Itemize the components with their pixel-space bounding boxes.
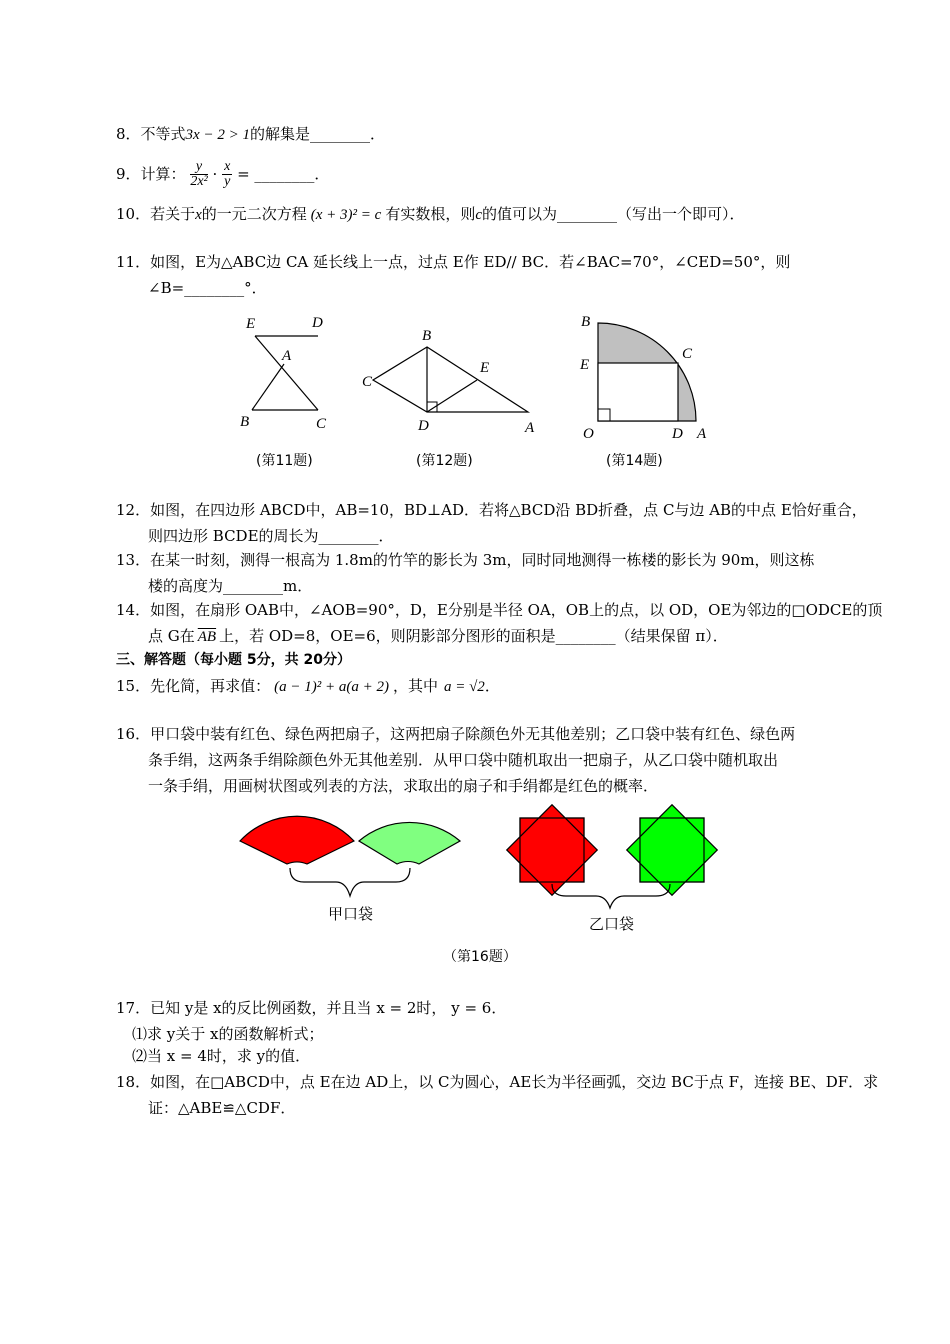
section-3-heading: 三、解答题（每小题 5分，共 20分） [116, 652, 351, 668]
fig11-label-a: A [282, 348, 292, 364]
question-14-line2: 点 G在 $\overline{AB}$ 上，若 OD=8，OE=6，则阴影部分图形的面积是________（结果保留 π）． [148, 627, 728, 645]
fig12-label-c: C [362, 374, 373, 390]
fig16-caption: （第16题） [443, 949, 517, 965]
question-18-line1: 18．如图，在□ABCD中，点 E在边 AD上，以 C为圆心，AE长为半径画弧，交边 BC于点 F，连接 BE、DF．求 [116, 1073, 879, 1091]
fig12-label-d: D [418, 418, 429, 434]
red-fan [240, 816, 354, 864]
question-10: 10．若关于x的一元二次方程 (x + 3)² = c 有实数根，则c的值可以为________（写出一个即可）． [116, 205, 745, 223]
condition: a = √2 [443, 679, 485, 695]
bag-a-label: 甲口袋 [328, 905, 374, 923]
fig12-caption: (第12题) [416, 453, 473, 469]
fig11-label-d: D [312, 315, 323, 331]
fig12-label-a: A [525, 420, 535, 436]
question-14-line1: 14．如图，在扇形 OAB中，∠AOB=90°，D，E分别是半径 OA，OB上的点，以 OD，OE为邻边的□ODCE的顶 [116, 601, 883, 619]
question-16-line3: 一条手绢，用画树状图或列表的方法，求取出的扇子和手绢都是红色的概率． [148, 777, 659, 795]
bag-b-label: 乙口袋 [589, 915, 635, 933]
arc-ab: $\overline{AB}$ [197, 629, 217, 645]
fig14-label-a: A [697, 426, 707, 442]
question-17-sub1: ⑴求 y关于 x的函数解析式； [132, 1025, 324, 1043]
fig11-caption: (第11题) [256, 453, 313, 469]
question-15: 15．先化简，再求值： (a − 1)² + a(a + 2) ，其中 a = √2． [116, 677, 500, 695]
question-12-line1: 12．如图，在四边形 ABCD中，AB=10，BD⊥AD．若将△BCD沿 BD折叠，点 C与边 AB的中点 E恰好重合， [116, 501, 867, 519]
question-11-line2: ∠B=________°． [148, 279, 267, 297]
fig14-label-e: E [580, 357, 590, 373]
fraction-2: $\frac{x}{y}$ [224, 158, 231, 189]
equation: (x + 3)² = c [310, 207, 382, 223]
fig14-label-o: O [583, 426, 594, 442]
inequality: 3x − 2 > 1 [185, 127, 250, 143]
question-17-sub2: ⑵当 x = 4时，求 y的值． [132, 1047, 311, 1065]
fig12-label-e: E [480, 360, 490, 376]
fig11-label-e: E [246, 316, 256, 332]
fig14-caption: (第14题) [606, 453, 663, 469]
fig12-label-b: B [422, 328, 432, 344]
fig11-label-b: B [240, 414, 250, 430]
fig14-label-c: C [682, 346, 693, 362]
question-16-line2: 条手绢，这两条手绢除颜色外无其他差别．从甲口袋中随机取出一把扇子，从乙口袋中随机取出 [148, 751, 779, 769]
green-fan [359, 822, 460, 864]
question-17-line1: 17．已知 y是 x的反比例函数，并且当 x = 2时， y = 6． [116, 999, 507, 1017]
question-18-line2: 证：△ABE≌△CDF． [148, 1099, 296, 1117]
question-11-line1: 11．如图，E为△ABC边 CA 延长线上一点，过点 E作 ED// BC．若∠BAC=70°，∠CED=50°，则 [116, 253, 791, 271]
question-12-line2: 则四边形 BCDE的周长为________． [148, 527, 394, 545]
fig14-label-d: D [672, 426, 683, 442]
fraction-1: $\frac{y}{\text{2x²}}$ [190, 158, 208, 189]
expression: (a − 1)² + a(a + 2) [274, 679, 389, 695]
question-16-line1: 16．甲口袋中装有红色、绿色两把扇子，这两把扇子除颜色外无其他差别；乙口袋中装有红色、绿色两 [116, 725, 796, 743]
question-13-line2: 楼的高度为________m． [148, 577, 313, 595]
fig14-label-b: B [581, 314, 591, 330]
question-8: 8．不等式3x − 2 > 1的解集是________． [116, 125, 385, 143]
question-13-line1: 13．在某一时刻，测得一根高为 1.8m的竹竿的影长为 3m，同时同地测得一栋楼的影长为 90m，则这栋 [116, 551, 815, 569]
question-9: 9．计算： $\frac{y}{\text{2x²}}$ · $\frac{x}{y}$ = ________． [116, 158, 330, 189]
fig11-label-c: C [316, 416, 327, 432]
